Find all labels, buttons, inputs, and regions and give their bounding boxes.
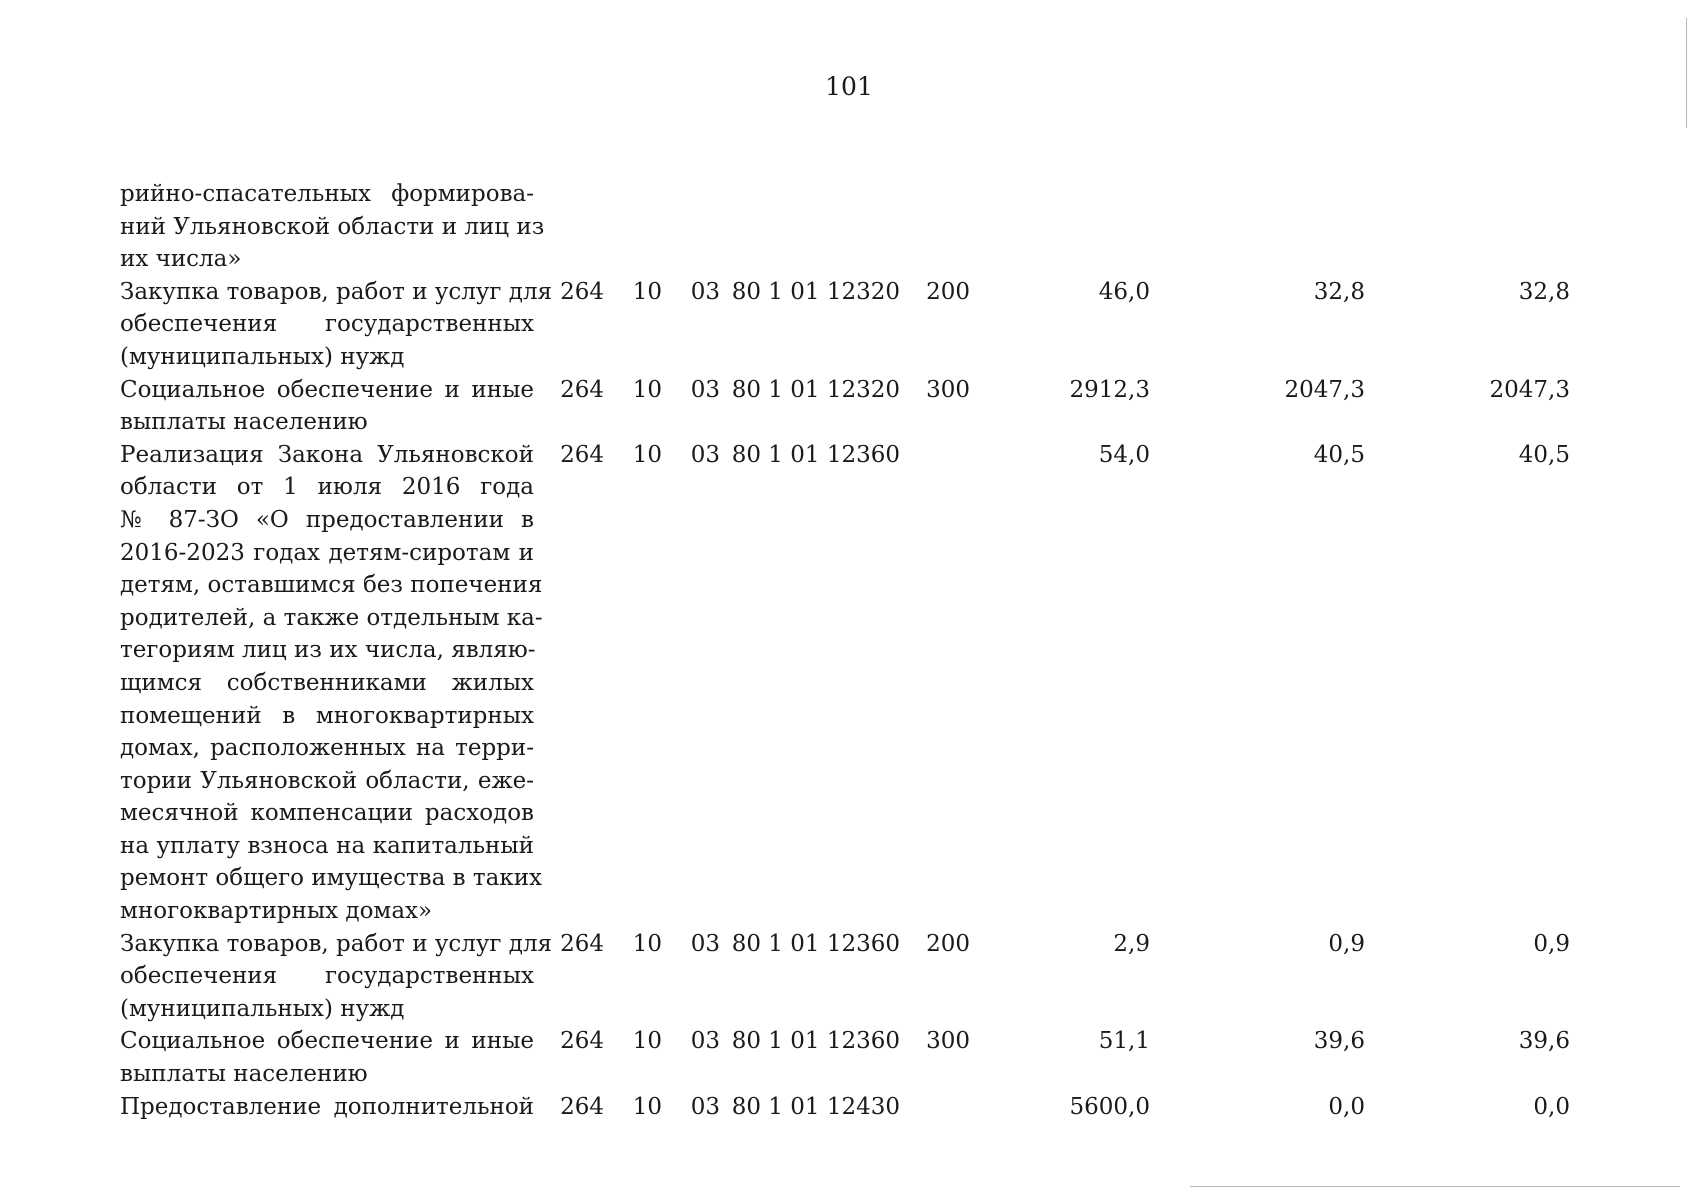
description-line: их числа» — [120, 246, 242, 273]
table-row — [120, 1091, 1570, 1124]
ved-code-cell: 264 — [560, 278, 604, 305]
amount-year2-cell: 39,6 — [1313, 1028, 1365, 1055]
expense-type-cell: 300 — [926, 376, 970, 403]
amount-year3-cell: 32,8 — [1518, 278, 1570, 305]
description-cell — [120, 1091, 534, 1124]
amount-year1-cell: 5600,0 — [1069, 1093, 1150, 1120]
description-line: выплаты населению — [120, 1061, 368, 1088]
description-line: щимся собственниками жилых — [120, 669, 534, 696]
budget-table — [120, 178, 1570, 1123]
section-cell: 10 — [632, 441, 662, 468]
description-line: (муниципальных) нужд — [120, 995, 405, 1022]
table-row — [120, 276, 1570, 374]
scan-edge-mark-bottom — [1190, 1186, 1680, 1187]
description-line: месячной компенсации расходов — [120, 800, 534, 827]
description-line: 2016-2023 годах детям-сиротам и — [120, 539, 534, 566]
description-line: ний Ульяновской области и лиц из — [120, 213, 545, 240]
description-cell — [120, 374, 534, 439]
amount-year3-cell: 0,9 — [1533, 930, 1570, 957]
description-line: Закупка товаров, работ и услуг для — [120, 278, 553, 305]
ved-code-cell: 264 — [560, 930, 604, 957]
description-line: области от 1 июля 2016 года — [120, 474, 534, 501]
target-article-cell: 80 1 01 12360 — [731, 930, 900, 957]
expense-type-cell: 200 — [926, 930, 970, 957]
description-line: Предоставление дополнительной — [120, 1093, 534, 1120]
ved-code-cell: 264 — [560, 376, 604, 403]
section-cell: 10 — [632, 1028, 662, 1055]
subsection-cell: 03 — [690, 1028, 720, 1055]
ved-code-cell: 264 — [560, 441, 604, 468]
subsection-cell: 03 — [690, 278, 720, 305]
description-line: Закупка товаров, работ и услуг для — [120, 930, 553, 957]
amount-year1-cell: 2,9 — [1113, 930, 1150, 957]
description-line: рийно-спасательных формирова- — [120, 181, 534, 207]
amount-year3-cell: 40,5 — [1518, 441, 1570, 468]
amount-year2-cell: 32,8 — [1313, 278, 1365, 305]
expense-type-cell: 200 — [926, 278, 970, 305]
table-row — [120, 178, 1570, 276]
description-cell — [120, 1025, 534, 1090]
amount-year2-cell: 40,5 — [1313, 441, 1365, 468]
amount-year3-cell: 2047,3 — [1489, 376, 1570, 403]
description-cell — [120, 178, 545, 276]
description-line: многоквартирных домах» — [120, 898, 433, 925]
subsection-cell: 03 — [690, 376, 720, 403]
description-line: обеспечения государственных — [120, 311, 534, 338]
ved-code-cell: 264 — [560, 1028, 604, 1055]
description-line: № 87-ЗО «О предоставлении в — [120, 506, 534, 533]
target-article-cell: 80 1 01 12430 — [731, 1093, 900, 1120]
table-row — [120, 928, 1570, 1026]
target-article-cell: 80 1 01 12360 — [731, 1028, 900, 1055]
description-line: обеспечения государственных — [120, 963, 534, 990]
description-line: на уплату взноса на капитальный — [120, 832, 534, 859]
table-row — [120, 1025, 1570, 1090]
section-cell: 10 — [632, 376, 662, 403]
description-cell — [120, 276, 553, 374]
expense-type-cell: 300 — [926, 1028, 970, 1055]
amount-year1-cell: 54,0 — [1098, 441, 1150, 468]
subsection-cell: 03 — [690, 1093, 720, 1120]
amount-year3-cell: 0,0 — [1533, 1093, 1570, 1120]
description-line: тегориям лиц из их числа, являю- — [120, 637, 536, 664]
ved-code-cell: 264 — [560, 1093, 604, 1120]
amount-year2-cell: 0,9 — [1328, 930, 1365, 957]
description-cell — [120, 928, 553, 1026]
amount-year3-cell: 39,6 — [1518, 1028, 1570, 1055]
description-line: Социальное обеспечение и иные — [120, 376, 534, 403]
page-number: 101 — [825, 72, 873, 101]
description-line: ремонт общего имущества в таких — [120, 865, 543, 892]
subsection-cell: 03 — [690, 930, 720, 957]
description-line: родителей, а также отдельным ка- — [120, 604, 543, 631]
section-cell: 10 — [632, 278, 662, 305]
scan-edge-mark-right — [1686, 18, 1687, 128]
description-cell — [120, 439, 543, 928]
amount-year1-cell: 51,1 — [1098, 1028, 1150, 1055]
subsection-cell: 03 — [690, 441, 720, 468]
description-line: выплаты населению — [120, 409, 368, 436]
amount-year2-cell: 0,0 — [1328, 1093, 1365, 1120]
description-line: домах, расположенных на терри- — [120, 735, 534, 762]
amount-year2-cell: 2047,3 — [1284, 376, 1365, 403]
target-article-cell: 80 1 01 12320 — [731, 376, 900, 403]
target-article-cell: 80 1 01 12360 — [731, 441, 900, 468]
description-line: помещений в многоквартирных — [120, 702, 534, 729]
amount-year1-cell: 2912,3 — [1069, 376, 1150, 403]
description-line: Социальное обеспечение и иные — [120, 1028, 534, 1055]
description-line: (муниципальных) нужд — [120, 343, 405, 370]
description-line: тории Ульяновской области, еже- — [120, 767, 534, 794]
amount-year1-cell: 46,0 — [1098, 278, 1150, 305]
table-row — [120, 374, 1570, 439]
description-line: детям, оставшимся без попечения — [120, 572, 543, 599]
table-row — [120, 439, 1570, 928]
section-cell: 10 — [632, 1093, 662, 1120]
target-article-cell: 80 1 01 12320 — [731, 278, 900, 305]
section-cell: 10 — [632, 930, 662, 957]
description-line: Реализация Закона Ульяновской — [120, 441, 534, 468]
